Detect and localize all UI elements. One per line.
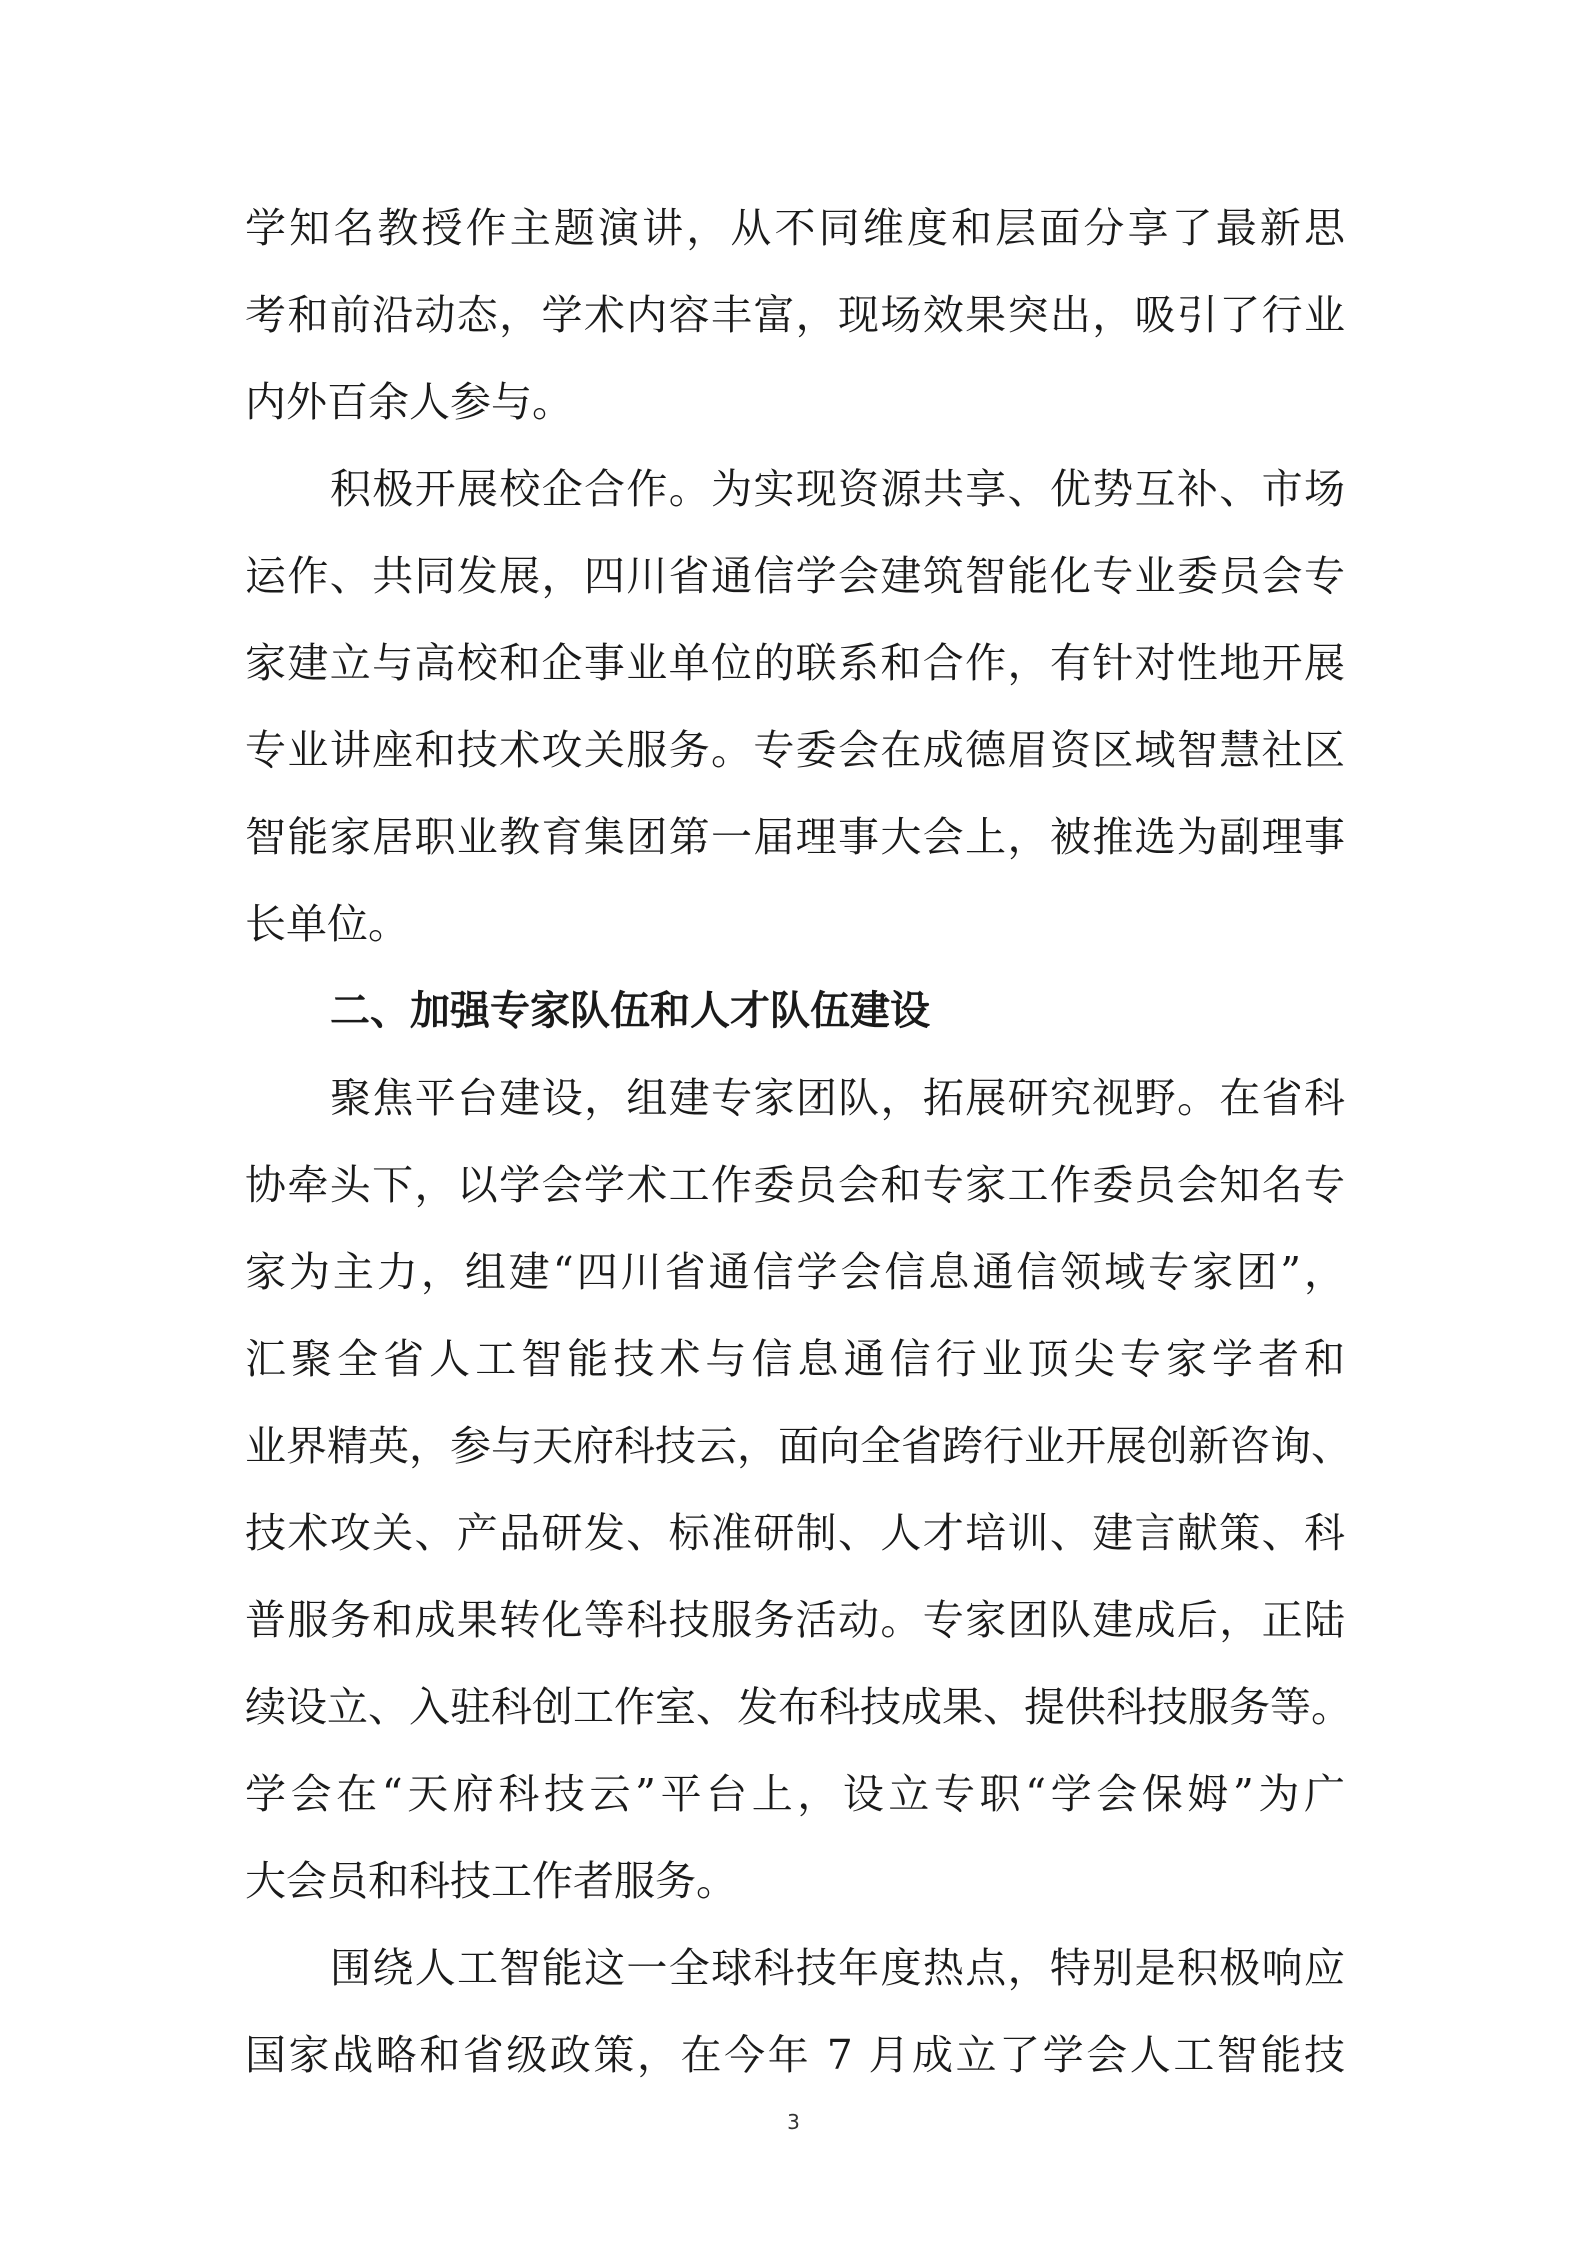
paragraph-1-line-3: 内外百余人参与。 <box>245 378 573 426</box>
paragraph-3-line-6: 技术攻关、产品研发、标准研制、人才培训、建言献策、科 <box>245 1509 1345 1557</box>
section-heading: 二、加强专家队伍和人才队伍建设 <box>330 988 930 1034</box>
paragraph-4-line-1: 围绕人工智能这一全球科技年度热点，特别是积极响应 <box>330 1944 1345 1992</box>
paragraph-2-line-4: 专业讲座和技术攻关服务。专委会在成德眉资区域智慧社区 <box>245 726 1345 774</box>
paragraph-4-line-2: 国家战略和省级政策，在今年 7 月成立了学会人工智能技 <box>245 2031 1345 2079</box>
paragraph-1-line-1: 学知名教授作主题演讲，从不同维度和层面分享了最新思 <box>245 204 1345 252</box>
paragraph-3-line-5: 业界精英，参与天府科技云，面向全省跨行业开展创新咨询、 <box>245 1422 1352 1470</box>
paragraph-3-line-10: 大会员和科技工作者服务。 <box>245 1857 737 1905</box>
paragraph-2-line-5: 智能家居职业教育集团第一届理事大会上，被推选为副理事 <box>245 813 1345 861</box>
paragraph-3-line-9: 学会在“天府科技云”平台上，设立专职“学会保姆”为广 <box>245 1770 1345 1818</box>
paragraph-3-line-3: 家为主力，组建“四川省通信学会信息通信领域专家团”， <box>245 1248 1345 1296</box>
paragraph-3-line-1: 聚焦平台建设，组建专家团队，拓展研究视野。在省科 <box>330 1074 1345 1122</box>
page-number: 3 <box>787 2110 800 2134</box>
paragraph-1-line-2: 考和前沿动态，学术内容丰富，现场效果突出，吸引了行业 <box>245 291 1345 339</box>
paragraph-3-line-2: 协牵头下，以学会学术工作委员会和专家工作委员会知名专 <box>245 1161 1345 1209</box>
paragraph-2-line-3: 家建立与高校和企事业单位的联系和合作，有针对性地开展 <box>245 639 1345 687</box>
paragraph-2-line-1: 积极开展校企合作。为实现资源共享、优势互补、市场 <box>330 465 1345 513</box>
paragraph-3-line-7: 普服务和成果转化等科技服务活动。专家团队建成后，正陆 <box>245 1596 1345 1644</box>
paragraph-3-line-4: 汇聚全省人工智能技术与信息通信行业顶尖专家学者和 <box>245 1335 1345 1383</box>
paragraph-2-line-2: 运作、共同发展，四川省通信学会建筑智能化专业委员会专 <box>245 552 1345 600</box>
paragraph-2-line-6: 长单位。 <box>245 900 409 948</box>
paragraph-3-line-8: 续设立、入驻科创工作室、发布科技成果、提供科技服务等。 <box>245 1683 1352 1731</box>
